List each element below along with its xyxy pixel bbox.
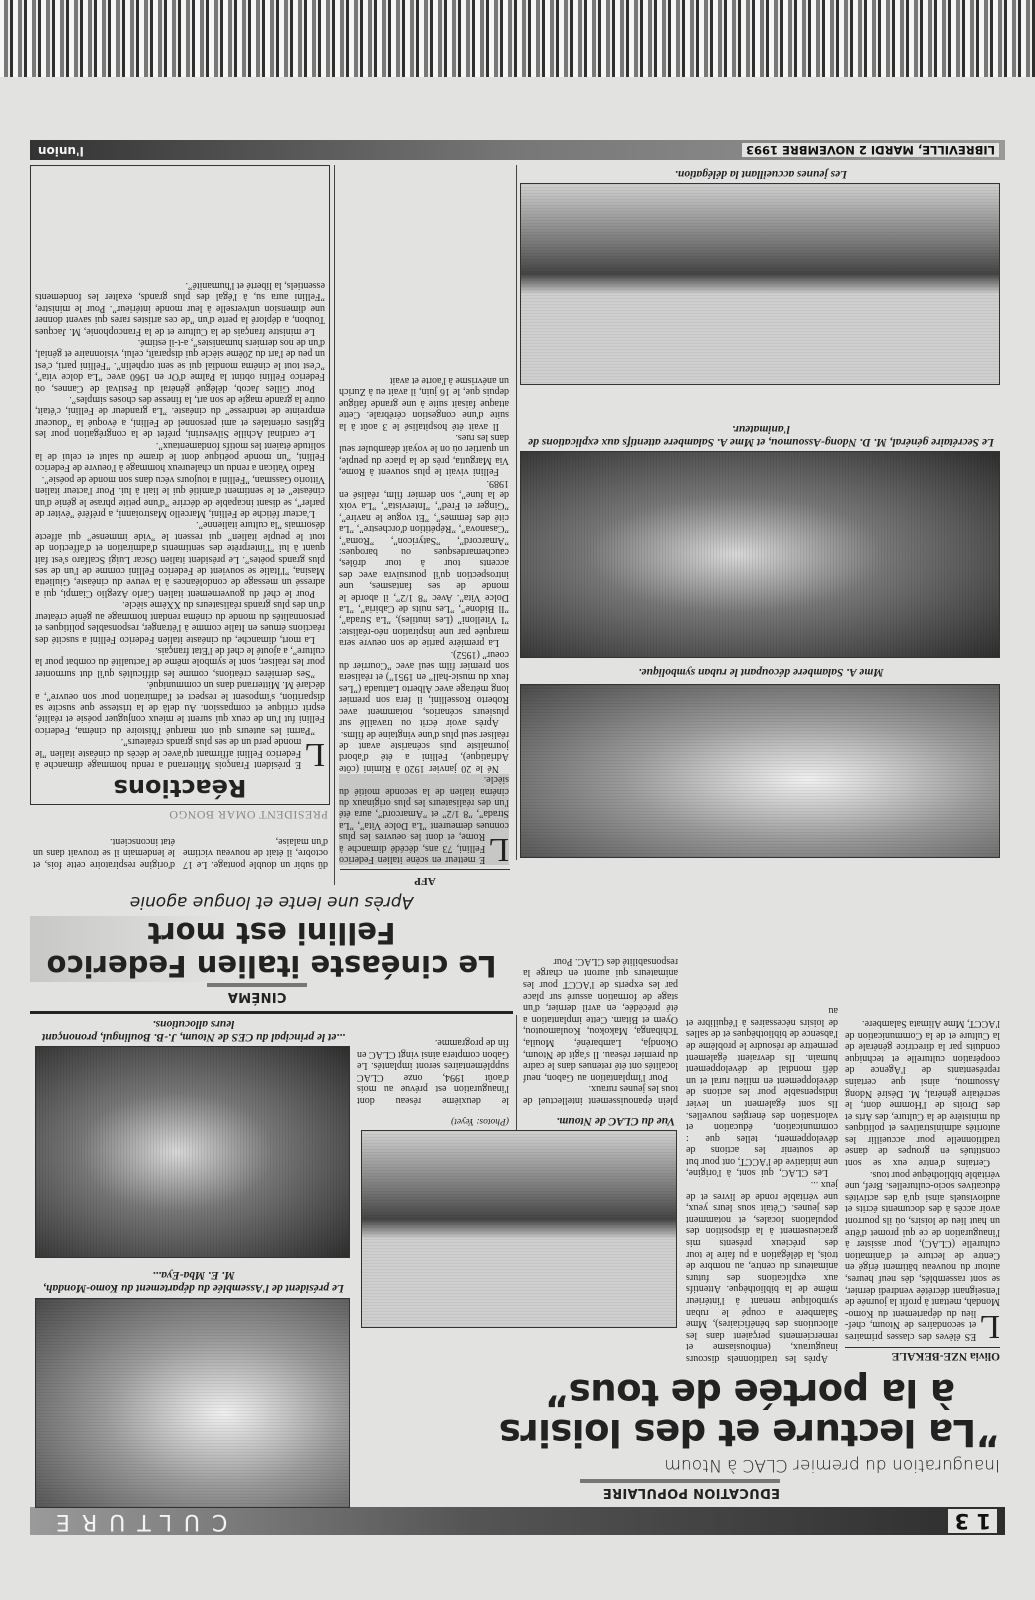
drop-cap: L (488, 831, 509, 868)
paragraph: Le cardinal Achille Silvestrini, préfet de la congrégation pour les Eglises orientales et ami personnel de Fellini, a évoqué la ”douceur empreinte de tendresse” du cinéaste. ”La grandeur de Fellini, c'était, outre la grande magie de son art, la finesse des choses simples”. (35, 394, 325, 440)
assembly-president-caption: Le président de l'Assemblée du département du Komo-Mondah, M. E. Mba-Eya... (43, 1269, 344, 1294)
fellini-main-column (339, 374, 509, 868)
paragraph: La mort, dimanche, du cinéaste italien Federico Fellini a suscité des réactions émues en Italie comme à l'étranger, responsables politiques et personnalités du monde du cinéma rendant hommage au génie créateur d'un des plus grands réalisateurs du XXème siècle. (35, 599, 325, 645)
clac-headline-line1: ”La lecture et des loisirs (499, 1411, 1000, 1454)
drop-cap: L (979, 1308, 1000, 1345)
secretary-general-caption: Le Secrétaire général, M. D. Ndong-Assoumou, et Mme A. Salambere attentifs aux explications de l'animateur. (528, 423, 994, 448)
bleed-through-text: PRESIDENT OMAR BONGO (168, 808, 328, 822)
paragraph: ES élèves des classes primaires et secondaires de Ntoum, chef-lieu du département du Komo-Mondah, mettant à profit la journée de l'enseignant décrétée vendredi dernier, se sont rassemblés, dès neuf heures, autour du nouveau bâtiment érigé en Centre de lecture et d'animation culturelle (CLAC), pour assister à l'inauguration de ce qui promet d'être un haut lieu de loisirs, où ils pourront avoir accès à des documents écrits et audiovisuels ainsi qu'à des activités éducatives socio-culturelles. Bref, une véritable bibliothèque pour tous. (845, 1168, 1000, 1342)
fellini-headline-line2: Fellini est mort (147, 916, 396, 950)
paragraph: E président François Mitterrand a rendu hommage dimanche à Federico Fellini affirmant qu'avec le décès du cinéaste italien ”le monde perd un de ses plus grands créateurs”. (35, 736, 302, 770)
paragraph: Fellini vivait le plus souvent à Rome, Via Margutta, près de la place du peuple, un quartier où on le voyait déambuler seul dans les rues. (339, 431, 509, 478)
paragraph: La première partie de son oeuvre sera marquée par une inspiration néo-réaliste: ”I Vitelloni” (Les inutiles), ”La Strada”, ”Il Bidone”, ”Les nuits de Cabiria”, ”La Dolce Vita”. Avec ”8 1/2”, il aborde le monde de ses fantasmes, une introspection qu'il poursuivra avec des accents tour à tour drôles, cauchemardesques ou baroques: ”Amarcord”, ”Satyricon”, ”Roma”, ”Casanova”, ”Répétition d'orchestre”, ”La cité des femmes”, ”Et vogue le navire”, ”Ginger et Fred”, ”Intervista”, ”La voix de la lune”, son dernier film, réalisé en 1989. (339, 477, 509, 649)
column-rule (516, 1015, 517, 1130)
assembly-president-photo (35, 1298, 350, 1508)
ribbon-cutting-caption: Mme A. Salambere découpant le ruban symbolique. (638, 666, 884, 678)
paragraph: Pour Gilles Jacob, délégué général du Festival de Cannes, où Federico Fellini obtint la Palme d'Or en 1960 avec ”La dolce vita”, ”c'est tout le cinéma mondial qui se sent orphelin”. ”Fellini parti, c'est un peu de l'art du 20ème siècle qui disparaît, celui, visionnaire et génial, d'un de nos derniers humanistes”, a-t-il estimé. (35, 336, 325, 394)
ribbon-cutting-photo (520, 684, 1000, 858)
youth-welcome-caption: Les jeunes accueillant la délégation. (674, 168, 848, 180)
newspaper-name: l'union (38, 144, 84, 158)
fellini-continuation-1: dû subir un double pontage. Le 17 octobre, il était de nouveau victime d'un malaise, (183, 835, 328, 870)
clac-kicker: EDUCATION POPULAIRE (580, 1479, 780, 1500)
drop-cap: L (304, 736, 325, 773)
paragraph: le deuxième réseau dont l'inauguration est prévue au mois d'août 1994, onze CLAC supplémentaires seront implantés. Le Gabon comptera ainsi vingt CLAC en fin de programme. (357, 1037, 509, 1106)
photo-credit: (Photos: Yeyet) (451, 1116, 509, 1126)
clac-headline (360, 1372, 1000, 1452)
paragraph: E metteur en scène italien Federico Fellini, 73 ans, décédé dimanche à Rome, et dont les oeuvres les plus connues demeurent ”La Dolce Vita”, ”La Strada”, ”8 1/2” et ”Amarcord”, aura été l'un des réalisateurs les plus originaux du cinéma italien de la seconde moitié du siècle. (339, 774, 509, 865)
paragraph: Après les traditionnels discours inauguraux, (enthousiasme et remerciements perçaient dans les allocutions des bénéficiaires), Mme Salambere a coupé le ruban symbolique menant à l'intérieur même de la bibliothèque. Attentifs aux explications des futurs animateurs du centre, au nombre de trois, la délégation a pu faire le tour des précieux présents mis gracieusement à la disposition des populations locales, et notamment des jeunes. C'était sous leurs yeux, une véritable ronde de livres et de jeux ... (686, 1179, 838, 1364)
column-rule (334, 165, 335, 885)
clac-column-3 (523, 955, 678, 1106)
fellini-source: AFP (340, 869, 510, 887)
paragraph: Les CLAC, qui sont, à l'origine, une initiative de l'ACCT, ont pour but de soutenir les actions de développement, telles que : communication, éducation et valorisation des énergies nouvelles. Ils sont également un levier indispensable pour les actions de développement en milieu rural et un défi mondial de développement humain. Ils devraient également permettre de résoudre le problème de l'absence de bibliothèques et de salles de loisirs nécessaires à l'équilibre et au (686, 1005, 838, 1179)
secretary-general-photo (520, 451, 1000, 658)
youth-welcome-photo (520, 183, 1000, 385)
clac-column-2 (686, 1005, 838, 1364)
section-header-bar (30, 1507, 1005, 1535)
reactions-title: Réactions (113, 774, 247, 802)
paragraph: ”Parmi les auteurs qui ont marqué l'histoire du cinéma, Federico Fellini fut l'un de ceux qui surent le mieux conjuguer poésie et réalité, esprit critique et compassion. Au delà de la tristesse que suscite sa disparition, s'imposent le respect et l'admiration pour son oeuvre”, a déclaré M. Mitterrand dans un communiqué. (35, 679, 325, 736)
paragraph: Né le 20 janvier 1920 à Rimini (côte Adriatique), Fellini a été d'abord journaliste puis scénariste avant de réaliser seul plus d'une vingtaine de films. (339, 728, 509, 774)
dateline: LIBREVILLE, MARDI 2 NOVEMBRE 1993 (742, 143, 999, 157)
page-number: 1 3 (948, 1509, 997, 1533)
paragraph: Après avoir écrit ou travaillé sur plusieurs scénarios, notamment avec Roberto Rossellini, il fera son premier long métrage avec Alberto Lattuada (”Les feux du music-hall” en 1951”) et réalisera son premier film seul avec ”Courrier du coeur” (1952). (339, 648, 509, 729)
paragraph: Pour l'implantation au Gabon, neuf localités ont été retenues dans le cadre du premier réseau. Il s'agit de Ntoum, Okondja, Lambaréné, Mouila, Tchibanga, Makokou, Koulamoutou, Oyem et Bitam. Cette implantation a été précédée, en avril dernier, d'un stage de formation assuré sur place par les experts de l'ACCT pour les animateurs qui auront en charge la responsabilité des CLAC. Pour (523, 955, 678, 1083)
reactions-box (30, 165, 330, 805)
paragraph: plein épanouissement intellectuel de tous les jeunes ruraux. (523, 1083, 678, 1106)
scanner-edge-noise (0, 0, 1035, 77)
paragraph: Il avait été hospitalisé le 3 août à la suite d'une congestion cérébrale. Cette attaque faisait suite à une grande fatigue depuis que, le 16 juin, il avait eu à Zurich un anévrisme à l'aorte et avait (339, 374, 509, 432)
school-principal-caption: ...et le principal du CES de Ntoum, J.-B. Boulingui, prononçant leurs allocutions. (42, 1018, 345, 1043)
fellini-continuation-2: d'origine respiratoire cette fois, et le lendemain il se trouvait dans un état inconscient. (33, 835, 175, 870)
paragraph: ”Ses dernières créations, comme les difficultés qu'il dut surmonter pour les réaliser, sont le symbole même de l'actualité du combat pour la culture”, a ajouté le chef de l'Etat français. (35, 644, 325, 679)
paragraph: Le ministre français de la Culture et de la Francophonie, M. Jacques Toubon, a déploré la perte d'un ”de ces artistes rares qui savent donner une dimension universelle à leur monde intérieur”. Pour le ministre, ”Fellini aura su, à l'égal des plus grands, exalter les fondements essentiels, la liberté et l'humanité”. (35, 279, 325, 337)
footer-bar (30, 140, 1005, 160)
clac-headline-line2: à la portée de tous” (545, 1371, 955, 1414)
column-rule (516, 165, 517, 860)
clac-photo-caption: Vue du CLAC de Ntoum. (556, 1115, 675, 1127)
fellini-headline (30, 916, 513, 982)
fellini-headline-line1: Le cinéaste italien Federico (46, 949, 497, 983)
clac-byline: Olivia NZE-BEKALE (845, 1347, 1000, 1362)
paragraph: Pour le chef du gouvernement italien Carlo Azeglio Ciampi, qui a adressé un message de condoléances à la veuve du cinéaste, Giulietta Masina, ”l'Italie se souvient de Federico Fellini comme de l'un de ses plus grands poètes”. Le président italien Oscar Luigi Scalfaro s'est fait quant à lui ”l'interprète des sentiments d'admiration et d'affection de tout le peuple italien” qui ressent le ”vide immense” qui affecte désormais ”la culture italienne”. (35, 519, 325, 599)
fellini-kicker: CINÉMA (207, 983, 307, 1004)
paragraph: L'acteur fétiche de Fellini, Marcello Mastroianni, a préféré ”éviter de parler”, se disant incapable de décrire ”d'une petite phrase le génie d'un cinéaste” et le sentiment d'amitié qui le liait à lui. Pour l'acteur italien Vittorio Gassman, ”Fellini a toujours vécu dans son monde de poésie”. (35, 473, 325, 520)
school-principal-photo (35, 1046, 350, 1258)
clac-column-1 (845, 1017, 1000, 1345)
section-title: CULTURE (44, 1509, 228, 1534)
clac-subhead: Inauguration du premier CLAC à Ntoum (664, 1455, 1000, 1475)
section-divider (30, 1011, 513, 1014)
reactions-body (35, 279, 325, 773)
paragraph: Certains d'entre eux se sont constitués en groupes de danse traditionnelle pour accueillir les autorités administratives et politiques du ministère de la Culture, des Arts et des Droits de l'Homme dont, le secrétaire général, M. Désiré Ndong Assoumou, ainsi que certains représentants de l'Agence de coopération culturelle et technique conduits par la directrice générale de la Culture et de la Communication de l'ACCT, Mme Alimata Salambere. (845, 1017, 1000, 1169)
paragraph: Radio Vatican a rendu un chaleureux hommage à l'oeuvre de Federico Fellini, ”un monde poétique dont le drame du salut et celui de la solitude étaient les motifs fondamentaux”. (35, 439, 325, 474)
clac-building-photo (361, 1130, 677, 1328)
fellini-subhead: Après une lente et longue agonie (129, 892, 414, 912)
clac-column-4 (357, 1036, 509, 1106)
